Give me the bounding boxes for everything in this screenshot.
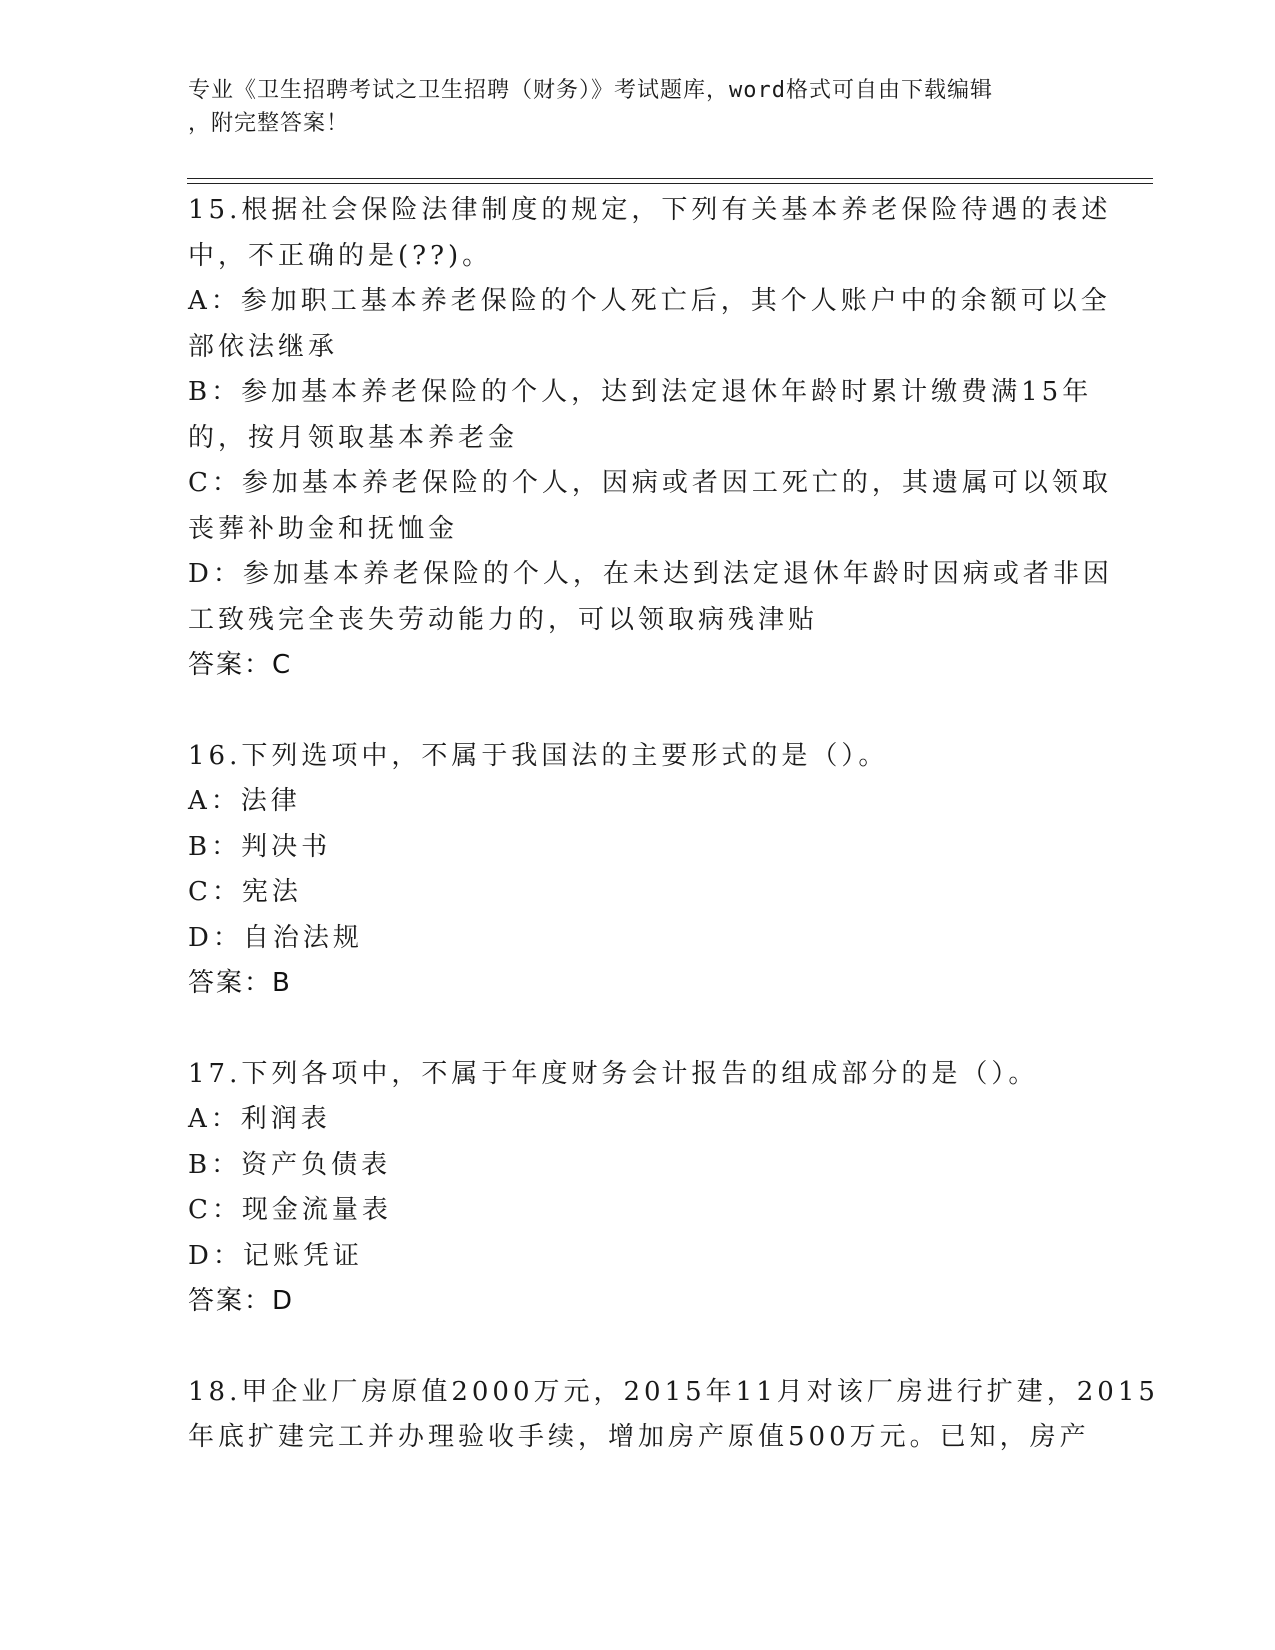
option-c: C：宪法: [188, 877, 302, 907]
option-d: [188, 552, 1113, 643]
header-divider-top: [187, 178, 1153, 179]
answer-line: 答案：D: [188, 1286, 295, 1316]
question-spacer: [188, 689, 1088, 734]
option-line: C：参加基本养老保险的个人，因病或者因工死亡的，其遗属可以领取: [188, 468, 1112, 498]
option-line: 部依法继承: [188, 331, 339, 362]
question-spacer: [188, 1007, 1088, 1052]
option-d: D：记账凭证: [188, 1240, 363, 1271]
option-c: [188, 461, 1112, 552]
question-18: [188, 1370, 1159, 1461]
option-line: 工致残完全丧失劳动能力的，可以领取病残津贴: [188, 604, 819, 635]
page-header: [188, 74, 1068, 140]
question-17: [188, 1052, 1088, 1325]
question-15: [188, 188, 1113, 689]
answer-line: 答案：B: [188, 968, 292, 998]
option-line: A：参加职工基本养老保险的个人死亡后，其个人账户中的余额可以全: [188, 286, 1111, 316]
option-line: D：参加基本养老保险的个人，在未达到法定退休年龄时因病或者非因: [188, 559, 1113, 589]
question-stem-line: 17.下列各项中，不属于年度财务会计报告的组成部分的是（）。: [188, 1058, 1039, 1089]
option-b: [188, 370, 1093, 461]
option-line: B：参加基本养老保险的个人，达到法定退休年龄时累计缴费满15年: [188, 377, 1093, 407]
option-b: B：判决书: [188, 831, 332, 862]
question-stem-line: 15.根据社会保险法律制度的规定，下列有关基本养老保险待遇的表述: [188, 195, 1112, 225]
question-stem-line: 年底扩建完工并办理验收手续，增加房产原值500万元。已知，房产: [188, 1422, 1090, 1452]
question-16: [188, 734, 1088, 1007]
option-line: 丧葬补助金和抚恤金: [188, 513, 459, 544]
option-a: [188, 279, 1111, 370]
question-spacer: [188, 1325, 1088, 1370]
question-stem-line: 18.甲企业厂房原值2000万元，2015年11月对该厂房进行扩建，2015: [188, 1376, 1159, 1407]
header-line-1: 专业《卫生招聘考试之卫生招聘（财务）》考试题库，word格式可自由下载编辑: [188, 78, 993, 103]
header-divider-bottom: [187, 183, 1153, 184]
option-a: A：利润表: [188, 1104, 331, 1134]
option-b: B：资产负债表: [188, 1149, 392, 1180]
option-d: D：自治法规: [188, 922, 363, 953]
answer-line: 答案：C: [188, 650, 293, 680]
option-c: C：现金流量表: [188, 1195, 392, 1225]
question-stem-line: 16.下列选项中，不属于我国法的主要形式的是（）。: [188, 740, 889, 771]
question-list: [188, 188, 1159, 1461]
option-a: A：法律: [188, 786, 301, 816]
header-line-2: ，附完整答案！: [188, 111, 350, 136]
question-stem-line: 中，不正确的是(??)。: [188, 240, 493, 271]
option-line: 的，按月领取基本养老金: [188, 422, 519, 453]
